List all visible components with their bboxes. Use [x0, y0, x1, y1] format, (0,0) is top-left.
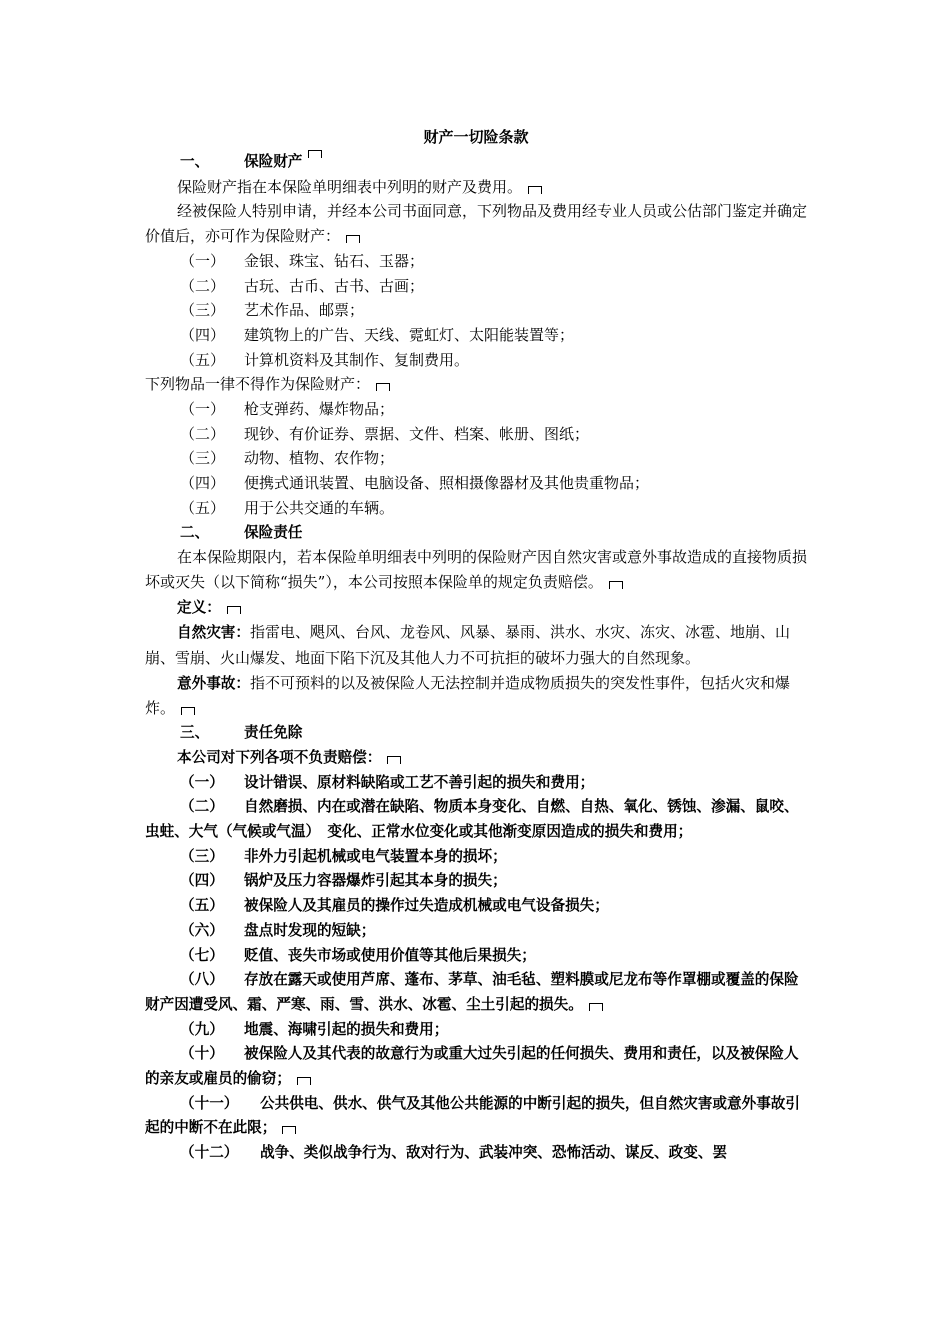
definition-natural-disaster: 自然灾害：指雷电、飓风、台风、龙卷风、风暴、暴雨、洪水、水灾、冻灾、冰雹、地崩、山崩、雪崩、火山爆发、地面下陷下沉及其他人力不可抗拒的破坏力强大的自然现象。	[145, 623, 790, 668]
list-item	[145, 348, 807, 373]
section-title: 责任免除	[244, 724, 303, 742]
section-number: 一、	[180, 153, 210, 170]
list-item-number: （十一）	[180, 1094, 239, 1112]
exclusion-item	[145, 919, 807, 944]
paragraph: 下列物品一律不得作为保险财产：	[145, 372, 807, 397]
paragraph-mark-icon	[297, 1077, 311, 1085]
list-item	[145, 274, 807, 299]
list-item-number: （十二）	[180, 1144, 239, 1162]
paragraph: 本公司对下列各项不负责赔偿：	[145, 746, 807, 771]
paragraph-mark-icon	[346, 235, 360, 243]
document-page	[145, 124, 807, 1166]
list-item-text: 被保险人及其雇员的操作过失造成机械或电气设备损失；	[244, 897, 609, 915]
list-item	[145, 397, 807, 422]
list-item	[145, 422, 807, 447]
paragraph-mark-icon	[227, 606, 241, 614]
exclusion-item	[145, 1018, 807, 1043]
list-item	[145, 496, 807, 521]
list-item-number: （十）	[180, 1045, 224, 1063]
list-item	[145, 471, 807, 496]
list-item-text: 存放在露天或使用芦席、蓬布、茅草、油毛毡、塑料膜或尼龙布等作罩棚或覆盖的保险财产因遭受风、霜、严寒、雨、雪、洪水、冰雹、尘土引起的损失。	[145, 971, 799, 1013]
list-item-text: 盘点时发现的短缺；	[244, 921, 376, 939]
list-item-number: （二）	[180, 424, 226, 443]
list-item-number: （五）	[180, 350, 226, 369]
list-item-text: 艺术作品、邮票；	[244, 301, 365, 320]
exclusion-item	[145, 869, 807, 894]
section-heading-3	[145, 721, 807, 746]
paragraph: 在本保险期限内，若本保险单明细表中列明的保险财产因自然灾害或意外事故造成的直接物质损坏或灭失（以下简称“损失”），本公司按照本保险单的规定负责赔偿。	[145, 548, 808, 591]
list-item-text: 现钞、有价证券、票据、文件、档案、帐册、图纸；	[244, 424, 590, 443]
exclusion-item	[145, 1141, 807, 1166]
section-number: 三、	[180, 724, 210, 742]
list-item-number: （二）	[180, 798, 224, 816]
list-item-text: 锅炉及压力容器爆炸引起其本身的损失；	[244, 872, 507, 890]
list-item-text: 计算机资料及其制作、复制费用。	[244, 350, 470, 369]
list-item-number: （四）	[180, 325, 226, 344]
list-item-number: （九）	[180, 1020, 224, 1038]
list-item-text: 用于公共交通的车辆。	[244, 498, 395, 517]
list-item-number: （一）	[180, 773, 224, 791]
list-item-number: （八）	[180, 971, 224, 989]
list-item	[145, 249, 807, 274]
list-item-text: 自然磨损、内在或潜在缺陷、物质本身变化、自燃、自热、氧化、锈蚀、渗漏、鼠咬、虫蛀、大气（气候或气温） 变化、正常水位变化或其他渐变原因造成的损失和费用；	[145, 798, 799, 840]
paragraph-mark-icon	[589, 1003, 603, 1011]
exclusion-item	[145, 1092, 807, 1141]
paragraph-mark-icon	[528, 186, 542, 194]
list-item-number: （三）	[180, 301, 226, 320]
list-item-number: （四）	[180, 872, 224, 890]
exclusion-item	[145, 771, 807, 796]
section-title: 保险财产	[244, 153, 303, 170]
list-item-text: 设计错误、原材料缺陷或工艺不善引起的损失和费用；	[244, 773, 595, 791]
list-item-number: （六）	[180, 921, 224, 939]
list-item-number: （三）	[180, 847, 224, 865]
list-item-text: 贬值、丧失市场或使用价值等其他后果损失；	[244, 946, 536, 964]
exclusion-item	[145, 894, 807, 919]
list-item-text: 公共供电、供水、供气及其他公共能源的中断引起的损失，但自然灾害或意外事故引起的中断不在此限；	[145, 1094, 800, 1137]
paragraph-mark-icon	[609, 581, 623, 589]
list-item-number: （五）	[180, 897, 224, 915]
list-item	[145, 323, 807, 348]
list-item-text: 动物、植物、农作物；	[244, 449, 395, 468]
document-title: 财产一切险条款	[423, 128, 529, 146]
exclusion-item	[145, 795, 807, 844]
exclusion-item	[145, 968, 807, 1017]
list-item-number: （三）	[180, 449, 226, 468]
list-item-number: （二）	[180, 276, 226, 295]
list-item-text: 金银、珠宝、钻石、玉器；	[244, 251, 425, 270]
list-item-text: 便携式通讯装置、电脑设备、照相摄像器材及其他贵重物品；	[244, 474, 650, 493]
exclusion-item	[145, 1042, 807, 1091]
section-number: 二、	[180, 523, 210, 541]
paragraph-mark-icon	[387, 756, 401, 764]
paragraph-mark-icon	[376, 383, 390, 391]
exclusion-item	[145, 845, 807, 870]
exclusion-item	[145, 944, 807, 969]
list-item-text: 战争、类似战争行为、敌对行为、武装冲突、恐怖活动、谋反、政变、罢	[260, 1144, 728, 1162]
list-item-number: （七）	[180, 946, 224, 964]
list-item-text: 古玩、古币、古书、古画；	[244, 276, 425, 295]
definition-accident: 意外事故：指不可预料的以及被保险人无法控制并造成物质损失的突发性事件，包括火灾和爆炸。	[145, 673, 790, 718]
section-heading-2	[145, 521, 807, 546]
list-item-text: 地震、海啸引起的损失和费用；	[244, 1020, 449, 1038]
list-item-text: 枪支弹药、爆炸物品；	[244, 400, 395, 419]
section-heading-1	[145, 150, 807, 175]
paragraph: 经被保险人特别申请，并经本公司书面同意，下列物品及费用经专业人员或公估部门鉴定并确定价值后，亦可作为保险财产：	[145, 202, 808, 246]
list-item-number: （一）	[180, 251, 226, 270]
paragraph: 保险财产指在本保险单明细表中列明的财产及费用。	[145, 175, 807, 200]
paragraph-mark-icon	[181, 707, 195, 715]
list-item	[145, 298, 807, 323]
list-item-number: （五）	[180, 498, 226, 517]
list-item-text: 建筑物上的广告、天线、霓虹灯、太阳能装置等；	[244, 325, 575, 344]
section-title: 保险责任	[244, 523, 303, 541]
list-item-number: （四）	[180, 474, 226, 493]
list-item-text: 被保险人及其代表的故意行为或重大过失引起的任何损失、费用和责任，以及被保险人的亲友或雇员的偷窃；	[145, 1045, 799, 1088]
list-item	[145, 446, 807, 471]
paragraph-mark-icon	[308, 150, 322, 158]
list-item-number: （一）	[180, 400, 226, 419]
paragraph: 定义：	[145, 595, 807, 621]
paragraph-mark-icon	[282, 1126, 296, 1134]
list-item-text: 非外力引起机械或电气装置本身的损坏；	[244, 847, 507, 865]
